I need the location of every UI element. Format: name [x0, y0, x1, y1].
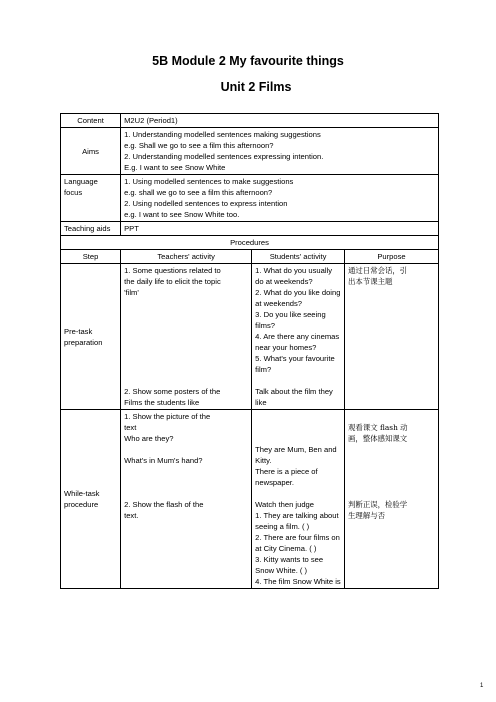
step-line: While-task: [64, 489, 100, 498]
activity-line: 4. Are there any cinemas: [255, 332, 340, 341]
procedures-title: Procedures: [61, 236, 439, 250]
pretask-step: [61, 264, 121, 410]
teaching-aids-row: [61, 222, 439, 236]
procedures-header-row: [61, 250, 439, 264]
content-label: Content: [61, 114, 121, 128]
activity-line: text: [124, 423, 137, 432]
aims-line: 2. Understanding modelled sentences expressing intention.: [124, 152, 324, 161]
activity-line: Snow White. ( ): [255, 566, 308, 575]
activity-line: 1. They are talking about: [255, 511, 339, 520]
aims-line: e.g. Shall we go to see a film this afternoon?: [124, 141, 274, 150]
activity-line: text.: [124, 511, 139, 520]
pretask-teachers-activity: [121, 264, 252, 410]
activity-line: near your homes?: [255, 343, 317, 352]
activity-line: films?: [255, 321, 276, 330]
aims-label: Aims: [61, 128, 121, 175]
whiletask-step: [61, 410, 121, 589]
aims-value: [121, 128, 439, 175]
whiletask-teachers-activity: [121, 410, 252, 589]
whiletask-row: [61, 410, 439, 589]
activity-line: 1. What do you usually: [255, 266, 332, 275]
activity-line: 2. What do you like doing: [255, 288, 341, 297]
aims-line: E.g. I want to see Snow White: [124, 163, 226, 172]
pretask-students-activity: [252, 264, 345, 410]
language-focus-value: [121, 175, 439, 222]
whiletask-purpose: [345, 410, 439, 589]
page-number: 1: [480, 683, 484, 689]
activity-line: at weekends?: [255, 299, 303, 308]
aims-row: [61, 128, 439, 175]
activity-line: Watch then judge: [255, 500, 314, 509]
activity-line: 2. There are four films on: [255, 533, 340, 542]
procedures-title-row: [61, 236, 439, 250]
activity-line: 3. Kitty wants to see: [255, 555, 324, 564]
step-line: procedure: [64, 500, 99, 509]
step-line: preparation: [64, 337, 103, 347]
activity-line: What's in Mum's hand?: [124, 456, 203, 465]
content-value: M2U2 (Period1): [121, 114, 439, 128]
activity-line: newspaper.: [255, 478, 295, 487]
activity-line: 3. Do you like seeing: [255, 310, 326, 319]
header-teachers-activity: Teachers' activity: [121, 250, 252, 264]
purpose-line: 画，整体感知课文: [348, 434, 408, 443]
activity-line: 'film': [124, 288, 139, 297]
language-line: e.g. I want to see Snow White too.: [124, 210, 240, 219]
activity-line: 1. Some questions related to: [124, 266, 221, 275]
activity-line: 2. Show some posters of the: [124, 387, 221, 396]
activity-line: like: [255, 398, 267, 407]
content-row: [61, 114, 439, 128]
activity-line: seeing a film. ( ): [255, 522, 310, 531]
activity-line: Films the students like: [124, 398, 200, 407]
activity-line: film?: [255, 365, 272, 374]
pretask-purpose: [345, 264, 439, 410]
whiletask-students-activity: [252, 410, 345, 589]
activity-line: 5. What's your favourite: [255, 354, 335, 363]
purpose-line: 生理解与否: [348, 511, 385, 520]
activity-line: Talk about the film they: [255, 387, 333, 396]
activity-line: Who are they?: [124, 434, 174, 443]
language-focus-label: Language focus: [61, 175, 121, 222]
pretask-row: [61, 264, 439, 410]
activity-line: the daily life to elicit the topic: [124, 277, 221, 286]
activity-line: They are Mum, Ben and: [255, 445, 337, 454]
document-subtitle: Unit 2 Films: [220, 80, 292, 94]
aims-line: 1. Understanding modelled sentences making suggestions: [124, 130, 321, 139]
language-line: e.g. shall we go to see a film this afternoon?: [124, 188, 273, 197]
language-focus-row: [61, 175, 439, 222]
teaching-aids-label: Teaching aids: [61, 222, 121, 236]
activity-line: There is a piece of: [255, 467, 318, 476]
lesson-plan-table: [60, 113, 439, 589]
purpose-line: 出本节课主题: [348, 277, 393, 286]
activity-line: at City Cinema. ( ): [255, 544, 317, 553]
header-students-activity: Students' activity: [252, 250, 345, 264]
activity-line: 1. Show the picture of the: [124, 412, 211, 421]
purpose-line: 观看课文 flash 动: [348, 423, 408, 432]
activity-line: 2. Show the flash of the: [124, 500, 204, 509]
document-title: 5B Module 2 My favourite things: [152, 54, 344, 68]
step-line: Pre-task: [64, 326, 93, 336]
header-step: Step: [61, 250, 121, 264]
activity-line: Kitty.: [255, 456, 272, 465]
purpose-line: 判断正误，检验学: [348, 500, 408, 509]
teaching-aids-value: PPT: [121, 222, 439, 236]
activity-line: 4. The film Snow White is: [255, 577, 341, 586]
activity-line: do at weekends?: [255, 277, 313, 286]
purpose-line: 通过日常会话，引: [348, 266, 408, 275]
header-purpose: Purpose: [345, 250, 439, 264]
language-line: 1. Using modelled sentences to make suggestions: [124, 177, 294, 186]
language-line: 2. Using nodelled sentences to express intention: [124, 199, 288, 208]
